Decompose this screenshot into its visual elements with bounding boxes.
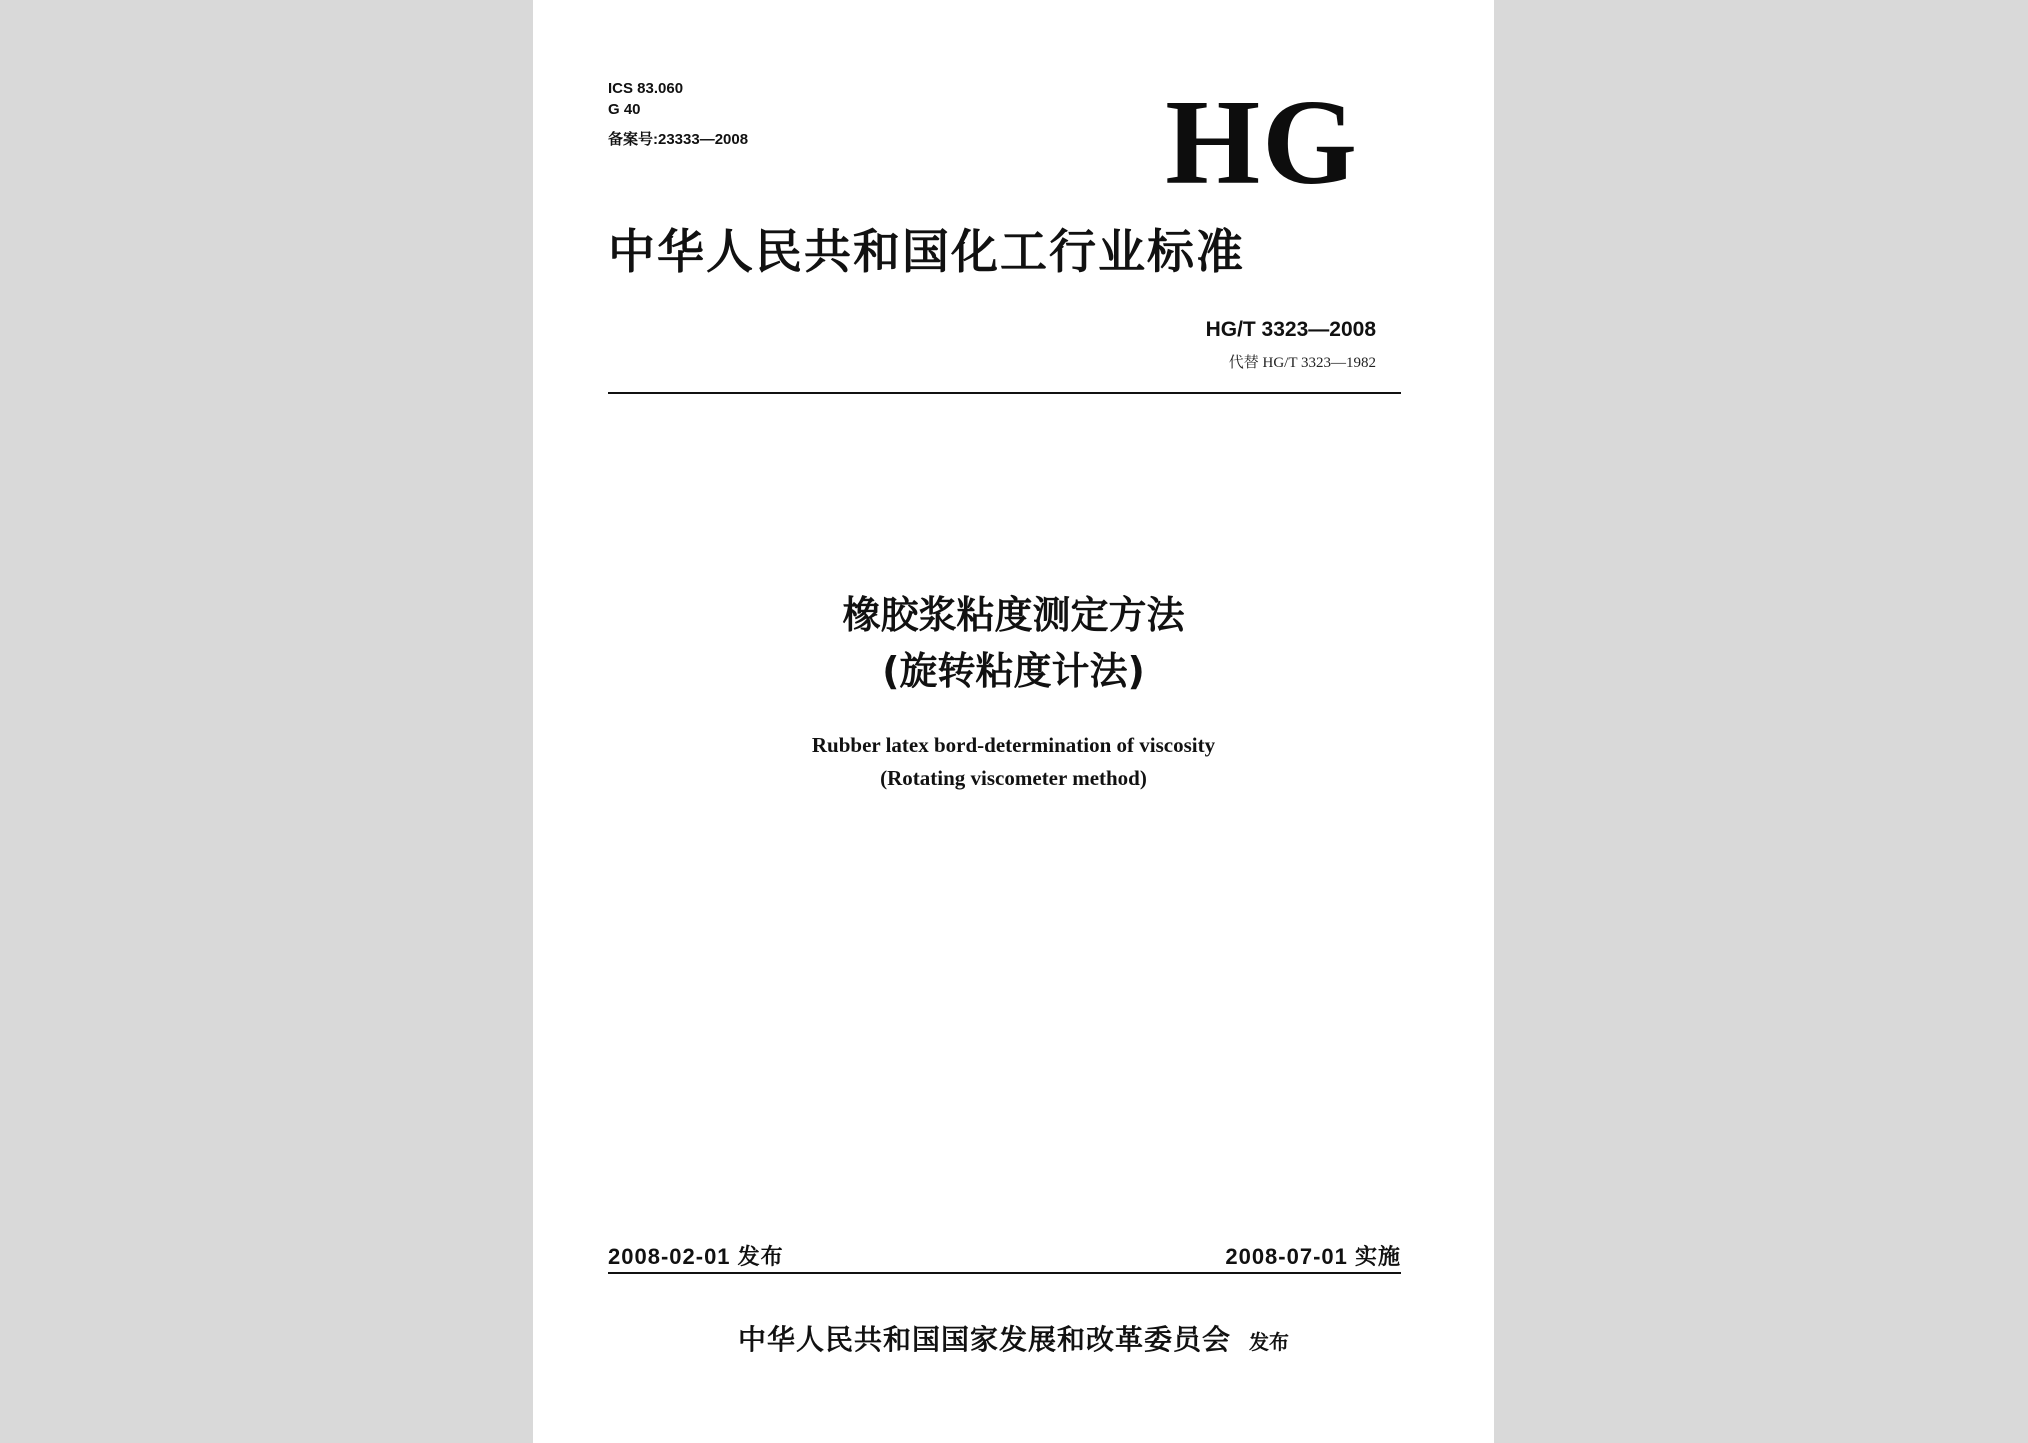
header-divider <box>608 392 1401 394</box>
ics-code: ICS 83.060 <box>608 80 684 97</box>
document-title-en-line2: (Rotating viscometer method) <box>880 766 1147 790</box>
issuing-authority <box>633 1318 1394 1358</box>
ccs-code: G 40 <box>608 101 641 118</box>
filing-number: 备案号:23333—2008 <box>608 131 749 148</box>
document-title-en-line1: Rubber latex bord-determination of viscosity <box>811 733 1216 757</box>
replaces-standard: 代替 HG/T 3323—1982 <box>1228 355 1376 371</box>
document-page <box>533 0 1494 1443</box>
hg-logo: HG <box>1165 75 1359 210</box>
document-title-cn-line1: 橡胶浆粘度测定方法 <box>842 593 1185 637</box>
footer-divider <box>608 1272 1401 1274</box>
standard-number: HG/T 3323—2008 <box>1205 318 1376 341</box>
issuer-name: 中华人民共和国国家发展和改革委员会 <box>737 1323 1231 1356</box>
effective-date: 2008-07-01 实施 <box>1225 1244 1401 1269</box>
document-title-cn-line2: (旋转粘度计法) <box>882 649 1145 693</box>
standard-category-title: 中华人民共和国化工行业标准 <box>608 225 1245 280</box>
issue-date: 2008-02-01 发布 <box>608 1244 784 1269</box>
issuer-suffix: 发布 <box>1249 1330 1289 1354</box>
